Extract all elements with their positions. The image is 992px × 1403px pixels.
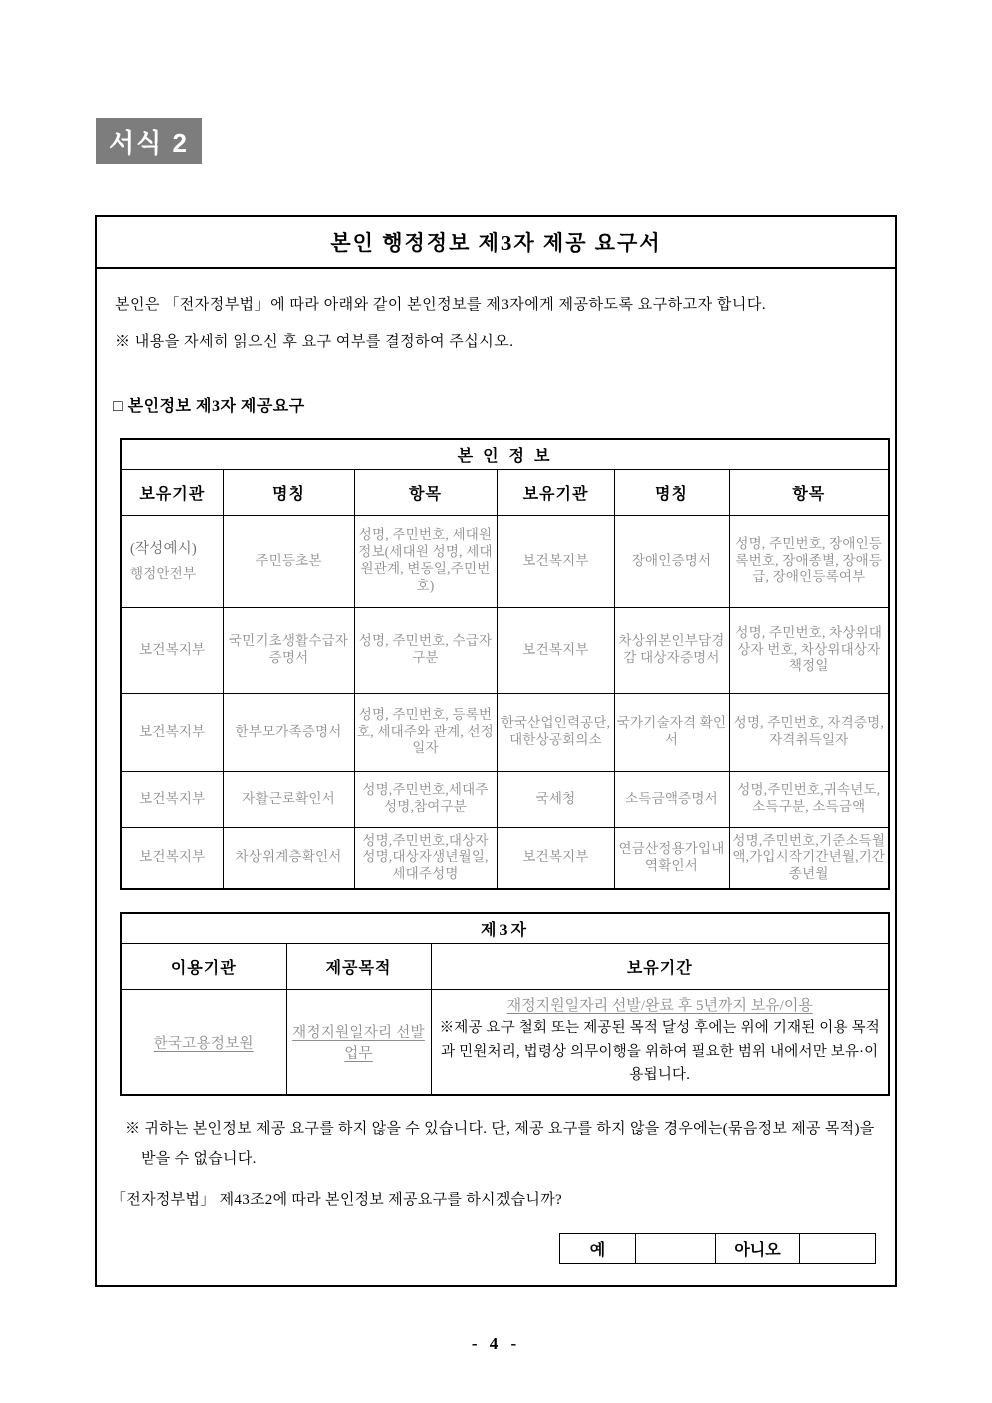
- table-row: [121, 693, 889, 771]
- table-row: [121, 515, 889, 607]
- table-cell: 한부모가족증명서: [223, 693, 354, 771]
- form-container: [95, 215, 897, 1287]
- column-header: 제공목적: [286, 943, 431, 989]
- no-label: 아니오: [716, 1234, 800, 1264]
- table-cell: 연금산정용가입내역확인서: [614, 827, 729, 889]
- retention-note: ※제공 요구 철회 또는 제공된 목적 달성 후에는 위에 기재된 이용 목적과 민원처리, 법령상 의무이행을 위하여 필요한 범위 내에서만 보유·이용됩니다.: [439, 1019, 880, 1084]
- column-header: 보유기간: [431, 943, 889, 989]
- table-cell: 국가기술자격 확인서: [614, 693, 729, 771]
- table-cell: 성명,주민번호,대상자성명,대상자생년월일,세대주성명: [354, 827, 497, 889]
- example-label: (작성예시): [130, 540, 197, 557]
- column-header: 이용기관: [121, 943, 286, 989]
- table-row: [121, 827, 889, 889]
- yes-label: 예: [560, 1234, 636, 1264]
- column-header: 항목: [729, 469, 889, 515]
- table-cell: 성명, 주민번호, 등록번호, 세대주와 관계, 선정일자: [354, 693, 497, 771]
- retention-period-value: 재정지원일자리 선발/완료 후 5년까지 보유/이용: [506, 997, 813, 1014]
- table-cell: 보건복지부: [497, 607, 614, 693]
- table-cell: 성명, 주민번호, 세대원정보(세대원 성명, 세대원관계, 변동일,주민번호): [354, 515, 497, 607]
- third-party-table: [120, 912, 890, 1096]
- yes-no-table: [559, 1233, 876, 1264]
- table-cell: 한국산업인력공단, 대한상공회의소: [497, 693, 614, 771]
- table-cell: 자활근로확인서: [223, 771, 354, 827]
- purpose-cell: [286, 989, 431, 1095]
- table-cell: 국세청: [497, 771, 614, 827]
- table-cell: 성명, 주민번호, 수급자구분: [354, 607, 497, 693]
- section-heading: □ 본인정보 제3자 제공요구: [113, 398, 305, 415]
- table-cell: 성명, 주민번호, 장애인등록번호, 장애종별, 장애등급, 장애인등록여부: [729, 515, 889, 607]
- table-cell: 보건복지부: [121, 827, 223, 889]
- retention-cell: [431, 989, 889, 1095]
- column-header: 항목: [354, 469, 497, 515]
- refusal-note: ※ 귀하는 본인정보 제공 요구를 하지 않을 수 있습니다. 단, 제공 요구를 하지 않을 경우에는(묶음정보 제공 목적)을 받을 수 없습니다.: [125, 1121, 875, 1168]
- table-cell: 국민기초생활수급자증명서: [223, 607, 354, 693]
- table-cell: 성명, 주민번호, 자격증명, 자격취득일자: [729, 693, 889, 771]
- table-row: [121, 607, 889, 693]
- table-cell: 성명,주민번호,세대주성명,참여구분: [354, 771, 497, 827]
- purpose-value: 재정지원일자리 선발 업무: [292, 1025, 425, 1062]
- form-body: [97, 293, 895, 1264]
- table-cell: 소득금액증명서: [614, 771, 729, 827]
- table-cell: 보건복지부: [497, 827, 614, 889]
- yes-answer-box[interactable]: [636, 1234, 716, 1264]
- column-header: 보유기관: [121, 469, 223, 515]
- intro-text: 본인은 「전자정부법」에 따라 아래와 같이 본인정보를 제3자에게 제공하도록 요구하고자 합니다.: [115, 297, 767, 313]
- no-answer-box[interactable]: [800, 1234, 876, 1264]
- column-header: 명칭: [223, 469, 354, 515]
- column-header: 명칭: [614, 469, 729, 515]
- table-cell: 보건복지부: [121, 607, 223, 693]
- table-row: [121, 771, 889, 827]
- table-cell: 보건복지부: [121, 771, 223, 827]
- table-cell: 보건복지부: [497, 515, 614, 607]
- intro-caution-text: ※ 내용을 자세히 읽으신 후 요구 여부를 결정하여 주십시오.: [115, 334, 514, 350]
- form-title: 본인 행정정보 제3자 제공 요구서: [97, 217, 895, 269]
- consent-question: 「전자정부법」 제43조2에 따라 본인정보 제공요구를 하시겠습니까?: [111, 1192, 562, 1209]
- info-table-title: 본 인 정 보: [121, 439, 889, 469]
- third-party-table-title: 제3자: [121, 913, 889, 943]
- using-org-value: 한국고용정보원: [153, 1035, 254, 1052]
- table-cell: 보건복지부: [121, 693, 223, 771]
- org-name: 행정안전부: [130, 565, 197, 581]
- column-header: 보유기관: [497, 469, 614, 515]
- table-cell: [121, 515, 223, 607]
- table-row: [121, 989, 889, 1095]
- form-number-badge: 서식 2: [96, 118, 202, 164]
- table-cell: 차상위계층확인서: [223, 827, 354, 889]
- personal-info-table: [120, 438, 890, 890]
- table-cell: 성명,주민번호,귀속년도, 소득구분, 소득금액: [729, 771, 889, 827]
- table-cell: 주민등초본: [223, 515, 354, 607]
- table-cell: 성명,주민번호,기준소득월액,가입시작기간년월,기간종년월: [729, 827, 889, 889]
- using-org-cell: [121, 989, 286, 1095]
- table-cell: 성명, 주민번호, 차상위대상자 번호, 차상위대상자 책정일: [729, 607, 889, 693]
- table-cell: 장애인증명서: [614, 515, 729, 607]
- table-cell: 차상위본인부담경감 대상자증명서: [614, 607, 729, 693]
- page-number: - 4 -: [471, 1334, 521, 1353]
